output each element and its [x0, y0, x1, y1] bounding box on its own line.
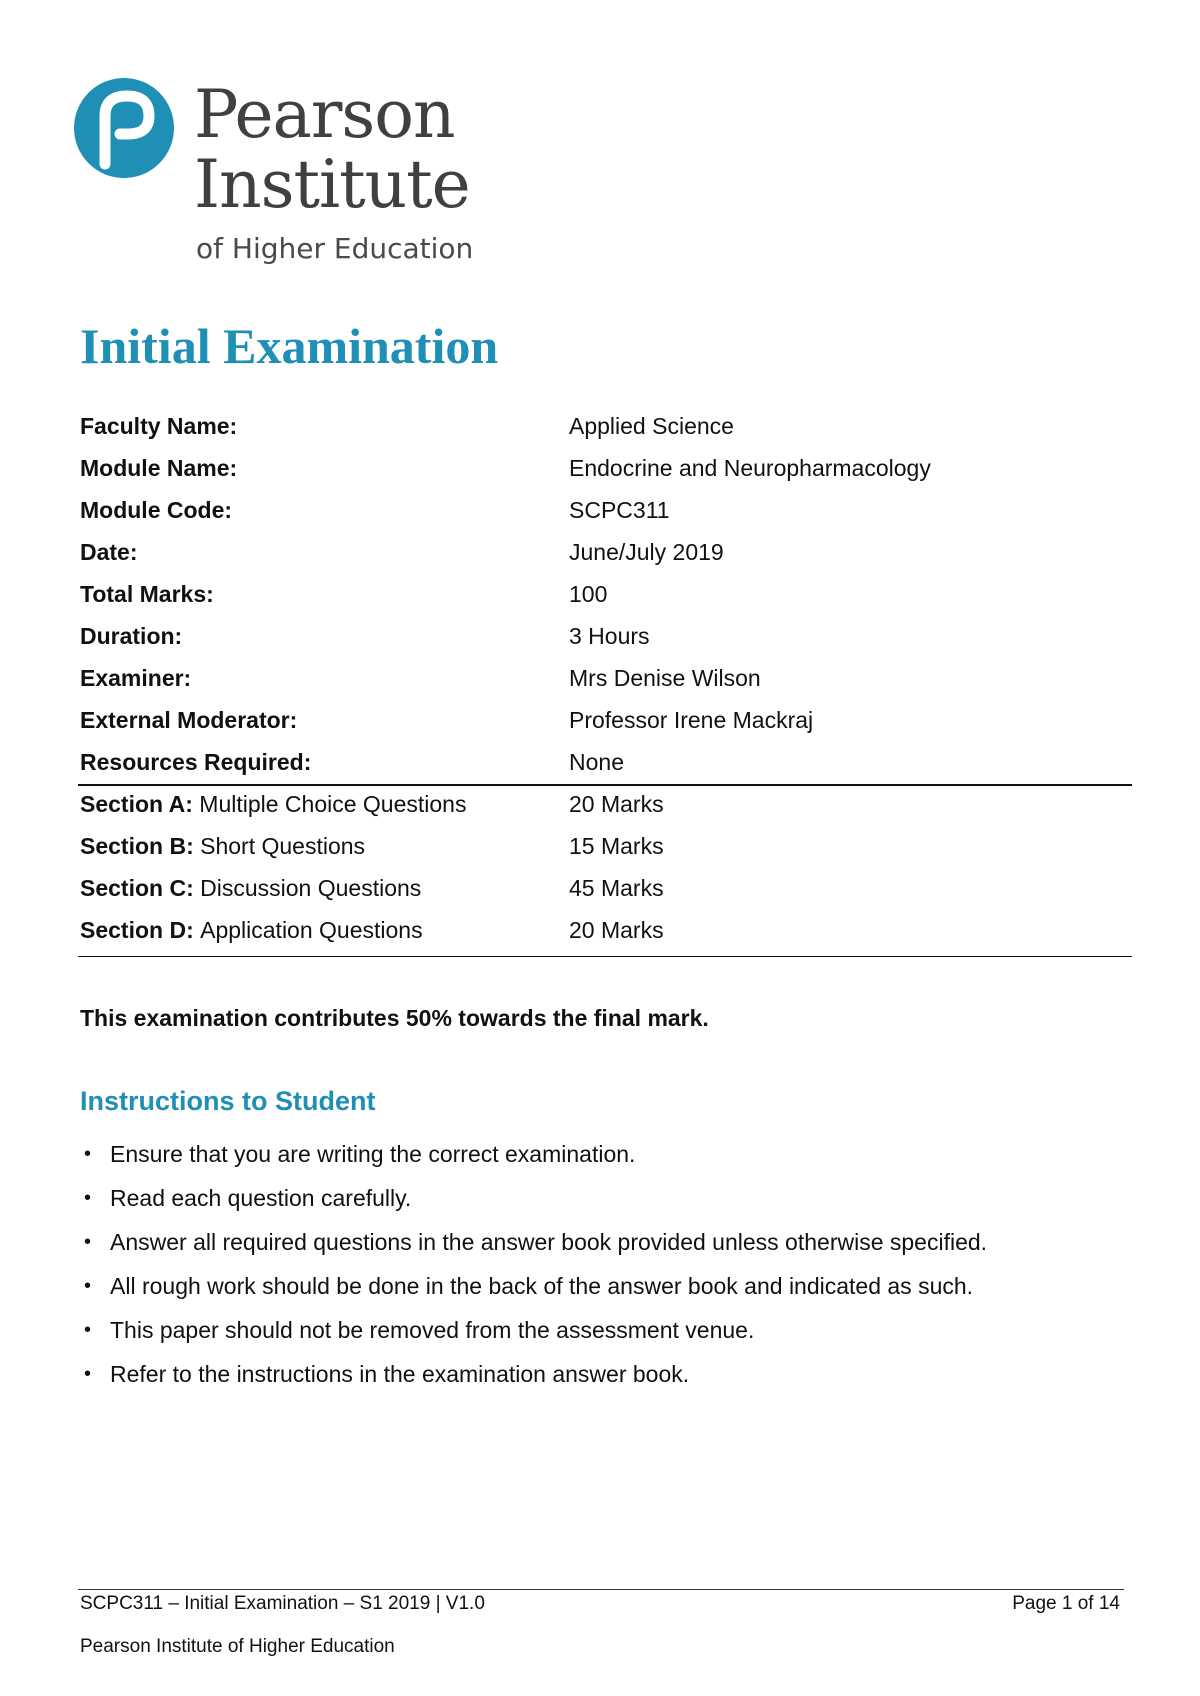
instruction-text: All rough work should be done in the back of the answer book and indicated as such. — [110, 1273, 974, 1299]
info-row-total-marks — [80, 573, 1134, 615]
contribution-note: This examination contributes 50% towards the final mark. — [80, 1005, 709, 1031]
instruction-text: Ensure that you are writing the correct examination. — [110, 1141, 636, 1167]
section-name: Discussion Questions — [200, 875, 422, 901]
instruction-text: Answer all required questions in the answer book provided unless otherwise specified. — [110, 1229, 988, 1255]
info-value: None — [569, 749, 624, 775]
info-label: Module Name: — [80, 455, 238, 481]
info-row-examiner — [80, 657, 1134, 699]
instruction-text: Refer to the instructions in the examination answer book. — [110, 1361, 690, 1387]
info-label: Total Marks: — [80, 581, 214, 607]
footer-organisation: Pearson Institute of Higher Education — [80, 1636, 395, 1657]
bullet-icon: • — [84, 1275, 92, 1297]
instruction-text: This paper should not be removed from the assessment venue. — [110, 1317, 755, 1343]
info-row-module-name — [80, 447, 1134, 489]
bullet-icon: • — [84, 1363, 92, 1385]
footer-doc-ref: SCPC311 – Initial Examination – S1 2019 | V1.0 — [80, 1593, 485, 1614]
logo-line-pearson: Pearson — [194, 76, 455, 153]
info-value: Endocrine and Neuropharmacology — [569, 455, 931, 481]
info-label: External Moderator: — [80, 707, 298, 733]
sections-bottom-rule — [78, 956, 1132, 957]
bullet-icon: • — [84, 1319, 92, 1341]
section-name: Multiple Choice Questions — [199, 791, 467, 817]
instruction-item — [80, 1220, 1140, 1264]
info-label: Resources Required: — [80, 749, 312, 775]
section-marks: 20 Marks — [569, 917, 664, 943]
pearson-p-mark-icon — [72, 72, 176, 184]
info-value: Mrs Denise Wilson — [569, 665, 761, 691]
info-value: Applied Science — [569, 413, 734, 439]
instruction-item — [80, 1264, 1140, 1308]
logo-line-higher-education: of Higher Education — [196, 232, 474, 265]
sections-top-rule — [78, 784, 1132, 786]
info-value: Professor Irene Mackraj — [569, 707, 814, 733]
section-label: Section D: Application Questions — [80, 917, 423, 943]
info-label: Date: — [80, 539, 138, 565]
section-row-a — [80, 783, 1134, 825]
instruction-item — [80, 1308, 1140, 1352]
instruction-item — [80, 1352, 1140, 1396]
bullet-icon: • — [84, 1187, 92, 1209]
instruction-item — [80, 1176, 1140, 1220]
instructions-list — [80, 1132, 1140, 1396]
info-row-resources — [80, 741, 1134, 783]
info-row-external-moderator — [80, 699, 1134, 741]
section-name: Application Questions — [200, 917, 423, 943]
footer-page-number: Page 1 of 14 — [1012, 1593, 1120, 1614]
info-row-date — [80, 531, 1134, 573]
info-value: SCPC311 — [569, 497, 670, 523]
section-marks: 15 Marks — [569, 833, 664, 859]
info-label: Duration: — [80, 623, 183, 649]
info-row-faculty — [80, 405, 1134, 447]
info-value: June/July 2019 — [569, 539, 724, 565]
info-label: Module Code: — [80, 497, 233, 523]
section-label: Section C: Discussion Questions — [80, 875, 422, 901]
info-row-module-code — [80, 489, 1134, 531]
info-row-duration — [80, 615, 1134, 657]
section-row-c — [80, 867, 1134, 909]
bullet-icon: • — [84, 1143, 92, 1165]
pearson-logo — [72, 72, 492, 272]
section-row-d — [80, 909, 1134, 951]
section-marks: 45 Marks — [569, 875, 664, 901]
instruction-text: Read each question carefully. — [110, 1185, 412, 1211]
info-value: 3 Hours — [569, 623, 650, 649]
exam-title: Initial Examination — [80, 318, 499, 374]
info-label: Faculty Name: — [80, 413, 238, 439]
instruction-item — [80, 1132, 1140, 1176]
instructions-heading: Instructions to Student — [80, 1086, 376, 1116]
section-marks: 20 Marks — [569, 791, 664, 817]
logo-line-institute: Institute — [194, 146, 470, 223]
info-label: Examiner: — [80, 665, 192, 691]
info-value: 100 — [569, 581, 608, 607]
section-label: Section A: Multiple Choice Questions — [80, 791, 467, 817]
section-label: Section B: Short Questions — [80, 833, 366, 859]
section-row-b — [80, 825, 1134, 867]
exam-details — [80, 405, 1134, 951]
bullet-icon: • — [84, 1231, 92, 1253]
section-name: Short Questions — [200, 833, 366, 859]
